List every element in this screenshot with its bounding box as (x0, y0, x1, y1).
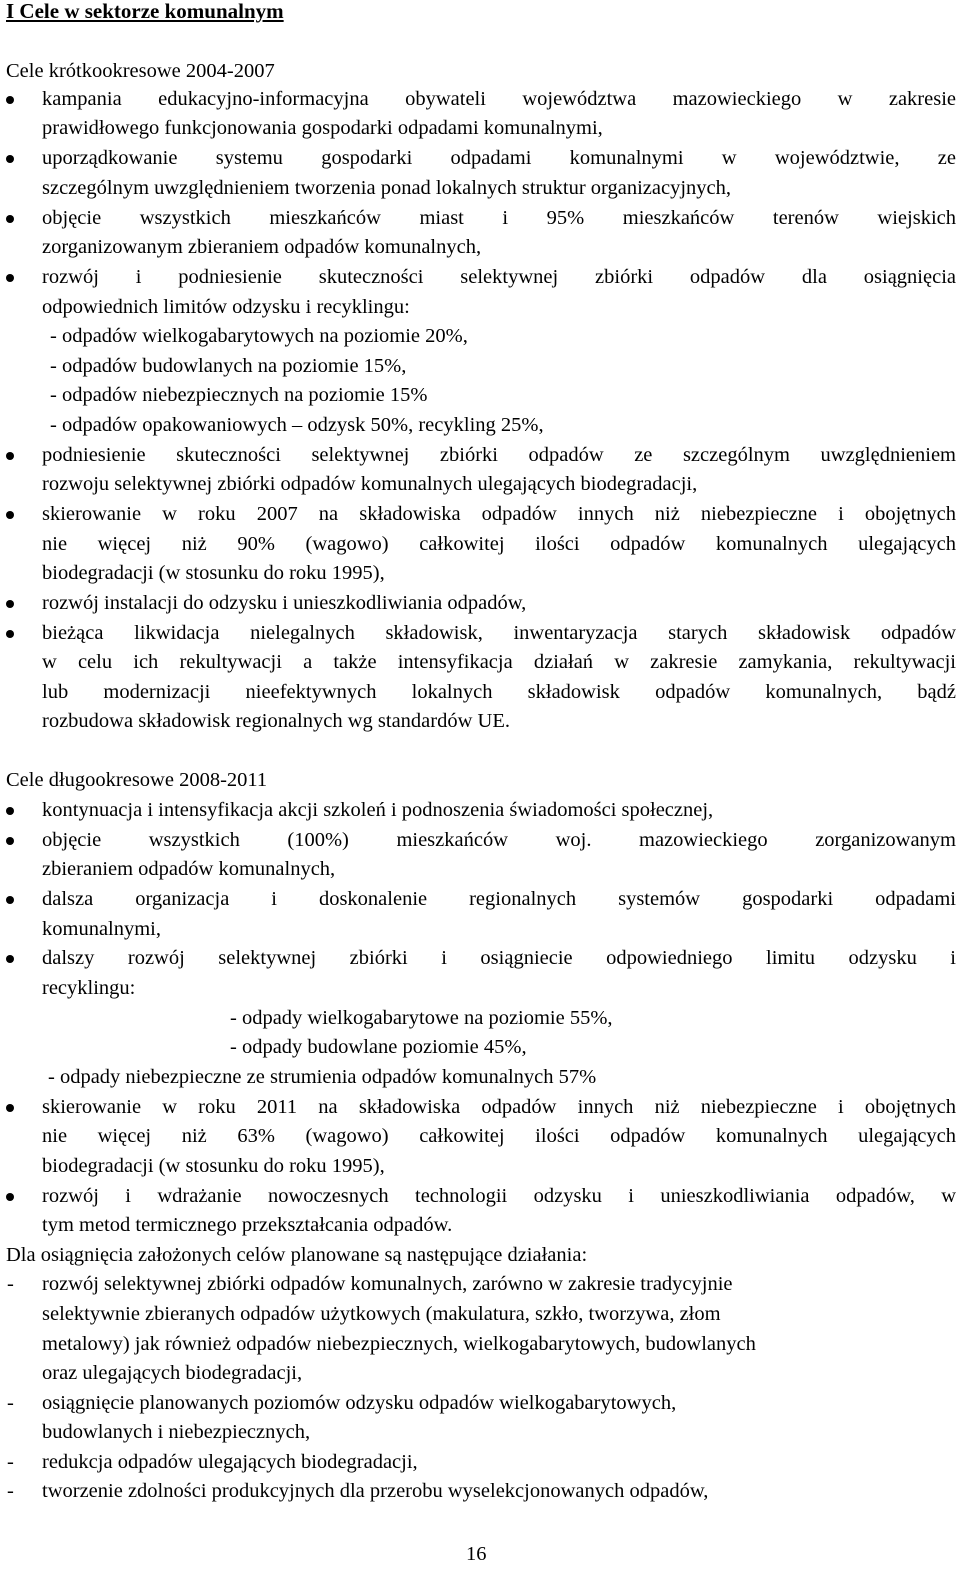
list-item-line: budowlanych i niebezpiecznych, (42, 1421, 311, 1443)
sub-item: - odpadów budowlanych na poziomie 15%, (50, 355, 407, 377)
dash-marker: - (7, 1273, 14, 1295)
dash-marker: - (7, 1480, 14, 1502)
bullet-icon (6, 215, 14, 223)
list-item-line: odpowiednich limitów odzysku i recyklingu: (42, 296, 410, 318)
list-item-line: tworzenie zdolności produkcyjnych dla przerobu wyselekcjonowanych odpadów, (42, 1480, 709, 1502)
bullet-icon (6, 96, 14, 104)
sub-item: - odpady wielkogabarytowe na poziomie 55%, (230, 1007, 613, 1029)
bullet-icon (6, 511, 14, 519)
section-heading-long-term: Cele długookresowe 2008-2011 (6, 769, 268, 791)
list-item-line: lub modernizacji nieefektywnych lokalnych składowisk odpadów komunalnych, bądź (42, 681, 956, 703)
list-item-line: biodegradacji (w stosunku do roku 1995), (42, 562, 385, 584)
list-item-line: rozwój i podniesienie skuteczności selektywnej zbiórki odpadów dla osiągnięcia (42, 266, 956, 288)
list-item-line: dalszy rozwój selektywnej zbiórki i osiągniecie odpowiedniego limitu odzysku i (42, 947, 956, 969)
sub-item: - odpadów niebezpiecznych na poziomie 15% (50, 384, 428, 406)
list-item-line: oraz ulegających biodegradacji, (42, 1362, 303, 1384)
list-item-line: w celu ich rekultywacji a także intensyfikacja działań w zakresie zamykania, rekultywacji (42, 651, 956, 673)
list-item-line: uporządkowanie systemu gospodarki odpadami komunalnymi w województwie, ze (42, 147, 956, 169)
bullet-icon (6, 274, 14, 282)
section-heading-short-term: Cele krótkookresowe 2004-2007 (6, 60, 275, 82)
list-item-line: prawidłowego funkcjonowania gospodarki odpadami komunalnymi, (42, 117, 603, 139)
list-item-line: tym metod termicznego przekształcania odpadów. (42, 1214, 453, 1236)
bullet-icon (6, 155, 14, 163)
bullet-icon (6, 955, 14, 963)
list-item-line: komunalnymi, (42, 918, 162, 940)
list-item-line: skierowanie w roku 2007 na składowiska odpadów innych niż niebezpieczne i obojętnych (42, 503, 956, 525)
page-number: 16 (466, 1543, 487, 1565)
actions-intro: Dla osiągnięcia założonych celów planowane są następujące działania: (6, 1244, 588, 1266)
list-item-line: zorganizowanym zbieraniem odpadów komunalnych, (42, 236, 482, 258)
bullet-icon (6, 837, 14, 845)
dash-marker: - (7, 1392, 14, 1414)
list-item-line: rozbudowa składowisk regionalnych wg standardów UE. (42, 710, 510, 732)
sub-item: - odpadów opakowaniowych – odzysk 50%, recykling 25%, (50, 414, 544, 436)
bullet-icon (6, 630, 14, 638)
list-item-line: rozwoju selektywnej zbiórki odpadów komunalnych ulegających biodegradacji, (42, 473, 698, 495)
list-item-line: osiągnięcie planowanych poziomów odzysku odpadów wielkogabarytowych, (42, 1392, 677, 1414)
bullet-icon (6, 1104, 14, 1112)
list-item-line: metalowy) jak również odpadów niebezpiecznych, wielkogabarytowych, budowlanych (42, 1333, 756, 1355)
list-item-line: rozwój i wdrażanie nowoczesnych technologii odzysku i unieszkodliwiania odpadów, w (42, 1185, 956, 1207)
list-item-line: biodegradacji (w stosunku do roku 1995), (42, 1155, 385, 1177)
list-item-line: recyklingu: (42, 977, 136, 999)
list-item-line: objęcie wszystkich mieszkańców miast i 95% mieszkańców terenów wiejskich (42, 207, 956, 229)
list-item-line: dalsza organizacja i doskonalenie regionalnych systemów gospodarki odpadami (42, 888, 956, 910)
list-item-line: redukcja odpadów ulegających biodegradacji, (42, 1451, 418, 1473)
list-item-line: podniesienie skuteczności selektywnej zbiórki odpadów ze szczególnym uwzględnieniem (42, 444, 956, 466)
list-item-line: nie więcej niż 63% (wagowo) całkowitej ilości odpadów komunalnych ulegających (42, 1125, 956, 1147)
list-item-line: zbieraniem odpadów komunalnych, (42, 858, 336, 880)
list-item-line: rozwój instalacji do odzysku i unieszkodliwiania odpadów, (42, 592, 527, 614)
list-item-line: skierowanie w roku 2011 na składowiska odpadów innych niż niebezpieczne i obojętnych (42, 1096, 956, 1118)
list-item-line: objęcie wszystkich (100%) mieszkańców woj. mazowieckiego zorganizowanym (42, 829, 956, 851)
list-item-line: rozwój selektywnej zbiórki odpadów komunalnych, zarówno w zakresie tradycyjnie (42, 1273, 733, 1295)
list-item-line: bieżąca likwidacja nielegalnych składowisk, inwentaryzacja starych składowisk odpadów (42, 622, 956, 644)
bullet-icon (6, 896, 14, 904)
list-item-line: selektywnie zbieranych odpadów użytkowych (makulatura, szkło, tworzywa, złom (42, 1303, 721, 1325)
list-item-line: kampania edukacyjno-informacyjna obywateli województwa mazowieckiego w zakresie (42, 88, 956, 110)
page-title: I Cele w sektorze komunalnym (6, 0, 284, 23)
bullet-icon (6, 807, 14, 815)
list-item-line: nie więcej niż 90% (wagowo) całkowitej ilości odpadów komunalnych ulegających (42, 533, 956, 555)
list-item-line: szczególnym uwzględnieniem tworzenia ponad lokalnych struktur organizacyjnych, (42, 177, 731, 199)
bullet-icon (6, 1193, 14, 1201)
bullet-icon (6, 452, 14, 460)
list-item-line: kontynuacja i intensyfikacja akcji szkoleń i podnoszenia świadomości społecznej, (42, 799, 714, 821)
bullet-icon (6, 600, 14, 608)
sub-item: - odpady budowlane poziomie 45%, (230, 1036, 527, 1058)
dash-marker: - (7, 1451, 14, 1473)
sub-item: - odpadów wielkogabarytowych na poziomie 20%, (50, 325, 468, 347)
sub-item: - odpady niebezpieczne ze strumienia odpadów komunalnych 57% (48, 1066, 597, 1088)
